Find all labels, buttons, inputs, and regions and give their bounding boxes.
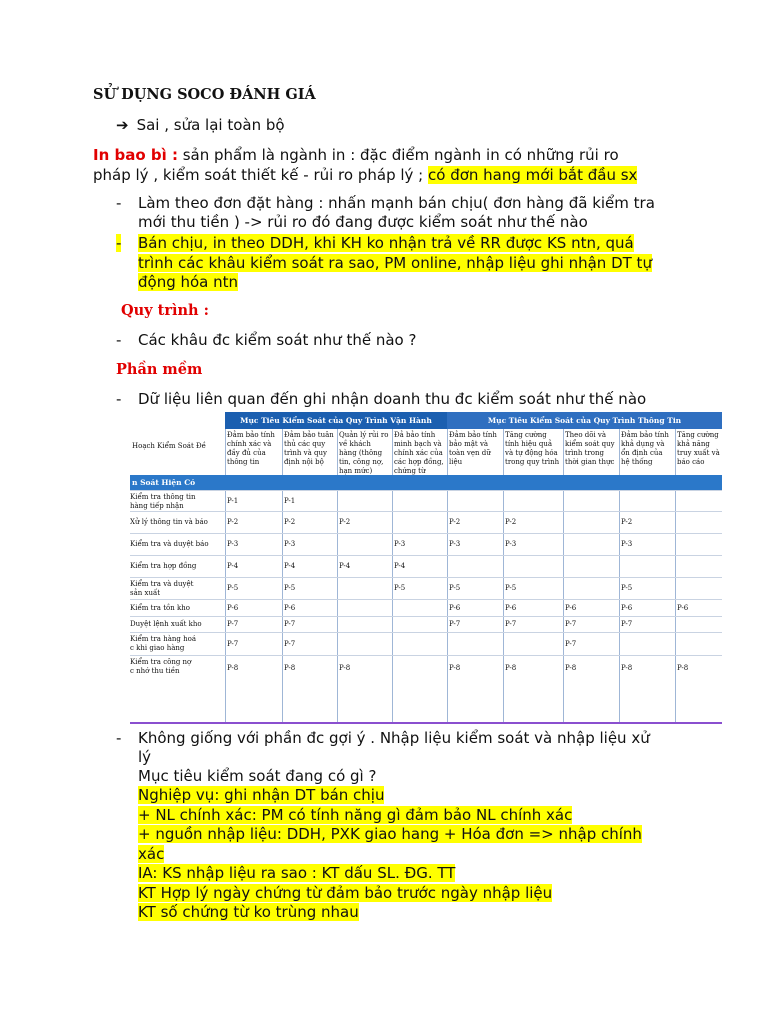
table-column-header: Đả bảo tính minh bạch và chính xác của các hợp đồng, chứng từ (394, 431, 444, 475)
table-group-header: Mục Tiêu Kiểm Soát của Quy Trình Vận Hành (225, 412, 447, 429)
table-cell: P-2 (621, 518, 633, 526)
row-label-line: hàng tiếp nhận (130, 502, 184, 510)
table-cell: P-6 (505, 603, 517, 612)
highlighted-list-item-line: động hóa ntn (138, 273, 239, 291)
table-row (130, 533, 722, 556)
table-row (130, 490, 722, 512)
table-cell: P-6 (565, 603, 577, 612)
table-cell: P-3 (449, 540, 461, 548)
table-cell: P-8 (621, 663, 633, 672)
list-item-line: Không giống với phần đc gợi ý . Nhập liệu kiểm soát và nhập liệu xử (138, 729, 650, 747)
table-cell: P-4 (227, 562, 239, 570)
list-dash: - (116, 331, 122, 349)
table-row (130, 577, 722, 600)
row-label (130, 635, 196, 653)
band-label: n Soát Hiện Có (132, 478, 196, 487)
row-label (130, 540, 209, 549)
table-cell: P-4 (339, 562, 351, 570)
table-cell: P-2 (505, 518, 517, 526)
heading-quy-trinh: Quy trình : (121, 302, 209, 319)
row-label-line: Kiểm tra và duyệt báo (130, 540, 209, 548)
table-group-header: Mục Tiêu Kiểm Soát của Quy Trình Thông Tin (447, 412, 722, 429)
table-cell: P-5 (621, 584, 633, 592)
table-band-row (130, 475, 722, 490)
table-cell: P-8 (565, 663, 577, 672)
row-label-line: sản xuất (130, 589, 161, 597)
table-column-header: Tăng cường tính hiệu quả và tự động hóa trong quy trình (505, 431, 560, 466)
row-label-line: Kiểm tra hợp đồng (130, 562, 197, 570)
row-label-line: Kiểm tra hàng hoá (130, 635, 196, 643)
table-cell: P-6 (284, 603, 296, 612)
table-cell: P-5 (394, 584, 406, 592)
highlighted-line: IA: KS nhập liệu ra sao : KT dấu SL. ĐG. TT (138, 864, 456, 882)
table-cell: P-7 (449, 620, 461, 628)
highlighted-list-item-line: Bán chịu, in theo DDH, khi KH ko nhận trả về RR được KS ntn, quá (138, 234, 634, 252)
list-dash: - (116, 194, 122, 212)
bullet-text: Sai , sửa lại toàn bộ (136, 116, 285, 134)
paragraph-text: sản phẩm là ngành in : đặc điểm ngành in có những rủi ro (177, 146, 619, 164)
table-cell: P-7 (505, 620, 517, 628)
table-column-header: Tăng cường khả năng truy xuất và báo cáo (677, 431, 720, 466)
table-column-header: Đảm bảo tính chính xác và đầy đủ của thông tin (227, 431, 275, 466)
table-cell: P-4 (394, 562, 406, 570)
paragraph-line (93, 165, 637, 185)
paragraph-text: pháp lý , kiểm soát thiết kế - rủi ro pháp lý ; (93, 166, 428, 184)
table-cell: P-3 (394, 540, 406, 548)
row-label-line: c khi giao hàng (130, 644, 185, 652)
table-cell: P-5 (284, 584, 296, 592)
row-label-line: Duyệt lệnh xuất kho (130, 620, 202, 628)
highlighted-line: KT Hợp lý ngày chứng từ đảm bảo trước ngày nhập liệu (138, 884, 553, 902)
table-cell: P-7 (565, 639, 577, 648)
row-label-line: Kiểm tra công nợ (130, 658, 192, 666)
table-column-header: Đảm bảo tính khả dụng và ổn định của hệ thống (621, 431, 669, 466)
highlighted-text: có đơn hang mới bắt đầu sx (428, 166, 638, 184)
arrow-icon: ➔ (116, 116, 129, 134)
table-cell: P-2 (339, 518, 351, 526)
table-cell: P-6 (227, 603, 239, 612)
arrow-bullet-row (116, 116, 285, 134)
row-label (130, 518, 208, 527)
list-dash: - (116, 729, 122, 747)
list-item-line: lý (138, 748, 152, 766)
table-cell: P-1 (227, 496, 239, 505)
table-cell: P-8 (227, 663, 239, 672)
row-label-line: Kiểm tra và duyệt (130, 580, 194, 588)
highlighted-line: + NL chính xác: PM có tính năng gì đảm bảo NL chính xác (138, 806, 573, 824)
table-cell: P-8 (505, 663, 517, 672)
table-cell: P-6 (621, 603, 633, 612)
row-label (130, 620, 202, 629)
highlighted-line: xác (138, 845, 165, 863)
table-cell: P-5 (227, 584, 239, 592)
table-cell: P-3 (227, 540, 239, 548)
heading-phan-mem: Phần mềm (116, 361, 203, 378)
table-cell: P-7 (565, 620, 577, 628)
highlighted-line: KT số chứng từ ko trùng nhau (138, 903, 359, 921)
table-column-header: Đảm bảo tính bảo mật và toàn vẹn dữ liệu (449, 431, 497, 466)
table-row (130, 511, 722, 534)
table-cell: P-6 (449, 603, 461, 612)
highlighted-line: Nghiệp vụ: ghi nhận DT bán chịu (138, 786, 385, 804)
table-row (130, 555, 722, 578)
table-cell: P-8 (284, 663, 296, 672)
table-cell: P-8 (677, 663, 689, 672)
row-label (130, 658, 191, 676)
table-row (130, 655, 722, 681)
table-row (130, 616, 722, 633)
table-cell: P-1 (284, 496, 296, 505)
row-label-line: Xử lý thông tin và báo (130, 518, 208, 526)
list-item-line: Dữ liệu liên quan đến ghi nhận doanh thu đc kiểm soát như thế nào (138, 390, 647, 408)
table-cell: P-2 (227, 518, 239, 526)
table-column-header: Quản lý rủi ro về khách hàng (thông tin, công nợ, hạn mức) (339, 431, 389, 475)
table-cell: P-7 (227, 620, 239, 628)
table-column-header: Theo dõi và kiểm soát quy trình trong thời gian thực (565, 431, 615, 466)
page-title: SỬ DỤNG SOCO ĐÁNH GIÁ (93, 86, 316, 103)
table-cell: P-7 (227, 639, 239, 648)
list-item-line: Làm theo đơn đặt hàng : nhấn mạnh bán chịu( đơn hàng đã kiểm tra (138, 194, 655, 212)
list-dash: - (116, 390, 122, 408)
table-row (130, 632, 722, 656)
control-matrix-table (130, 412, 722, 724)
table-cell: P-7 (284, 620, 296, 628)
table-column-header: Đảm bảo tuân thủ các quy trình và quy định nội bộ (284, 431, 334, 466)
table-cell: P-8 (449, 663, 461, 672)
table-cell: P-7 (621, 620, 633, 628)
highlighted-list-item-line: trình các khâu kiểm soát ra sao, PM online, nhập liệu ghi nhận DT tự (138, 254, 652, 272)
list-item-line: Mục tiêu kiểm soát đang có gì ? (138, 767, 377, 785)
list-dash: - (116, 234, 122, 252)
highlighted-line: + nguồn nhập liệu: DDH, PXK giao hang + Hóa đơn => nhập chính (138, 825, 642, 843)
table-cell: P-6 (677, 603, 689, 612)
row-label-line: Kiểm tra tồn kho (130, 603, 190, 612)
table-cell: P-2 (449, 518, 461, 526)
table-first-header: Hoạch Kiểm Soát Đề (132, 442, 206, 450)
row-label (130, 493, 196, 511)
table-cell: P-4 (284, 562, 296, 570)
row-label (130, 562, 196, 571)
row-label (130, 580, 193, 598)
table-row (130, 599, 722, 617)
list-item-line: mới thu tiền ) -> rủi ro đó đang được kiểm soát như thế nào (138, 213, 588, 231)
row-label (130, 604, 190, 613)
table-cell: P-7 (284, 639, 296, 648)
table-cell: P-3 (505, 540, 517, 548)
table-cell: P-3 (621, 540, 633, 548)
row-label-line: Kiểm tra thông tin (130, 493, 196, 501)
table-cell: P-2 (284, 518, 296, 526)
paragraph-line (93, 145, 619, 165)
list-item-line: Các khâu đc kiểm soát như thế nào ? (138, 331, 417, 349)
table-cell: P-5 (505, 584, 517, 592)
table-cell: P-8 (339, 663, 351, 672)
table-cell: P-3 (284, 540, 296, 548)
table-cell: P-5 (449, 584, 461, 592)
row-label-line: c nhớ thu tiền (130, 667, 180, 675)
section-label: In bao bì : (93, 146, 178, 164)
